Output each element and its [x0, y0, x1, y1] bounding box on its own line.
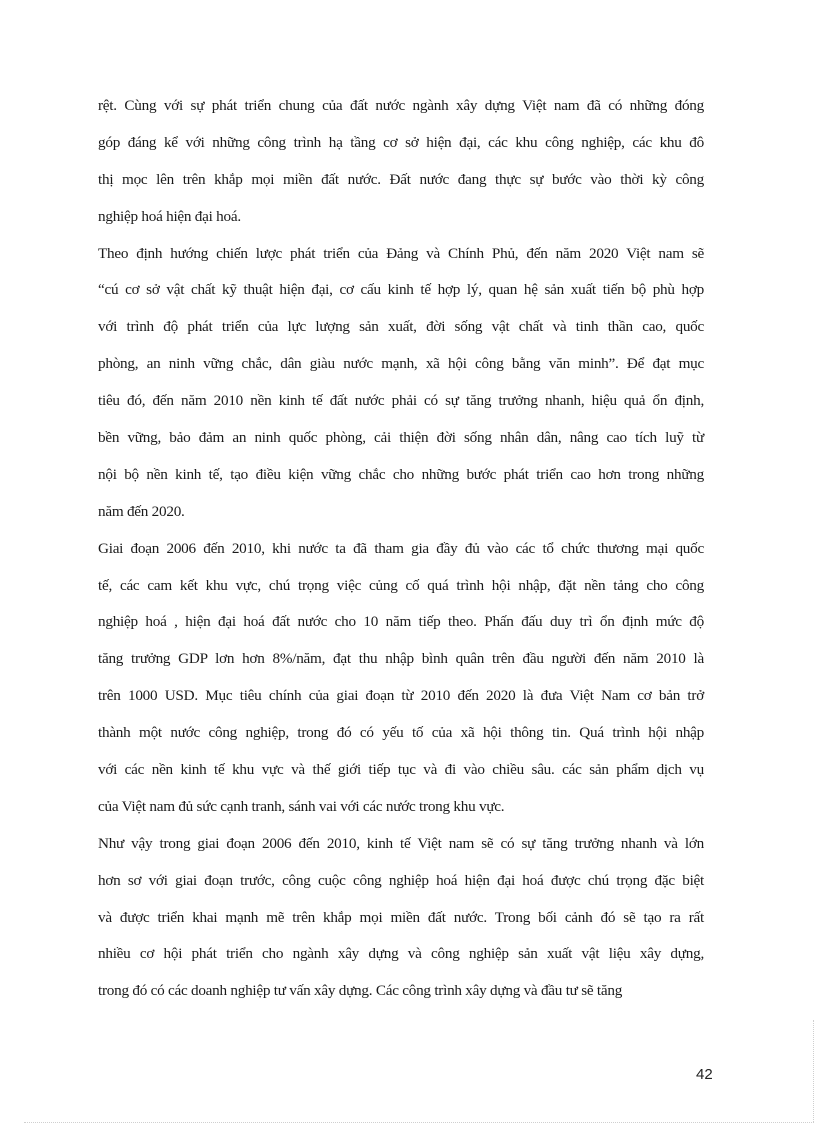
text-line: thành một nước công nghiệp, trong đó có yếu tố của xã hội thông tin. Quá trình hội nhập [98, 724, 704, 742]
text-line: với trình độ phát triển của lực lượng sản xuất, đời sống vật chất và tinh thần cao, quốc [98, 318, 704, 336]
text-line: tế, các cam kết khu vực, chú trọng việc củng cố quá trình hội nhập, đặt nền tảng cho công [98, 576, 704, 594]
text-line: hơn sơ với giai đoạn trước, công cuộc công nghiệp hoá hiện đại hoá được chú trọng đặc biệt [98, 871, 704, 889]
text-line: với các nền kinh tế khu vực và thế giới tiếp tục và đi vào chiều sâu. các sản phẩm dịch vụ [98, 761, 704, 779]
text-line: nhiều cơ hội phát triển cho ngành xây dựng và công nghiệp sản xuất vật liệu xây dựng, [98, 945, 704, 963]
page-number: 42 [696, 1066, 713, 1083]
text-line: năm đến 2020. [98, 502, 185, 520]
text-line: và được triển khai mạnh mẽ trên khắp mọi miền đất nước. Trong bối cảnh đó sẽ tạo ra rất [98, 908, 704, 926]
text-line: tăng trưởng GDP lơn hơn 8%/năm, đạt thu nhập bình quân trên đầu người đến năm 2010 là [98, 650, 704, 668]
text-line: góp đáng kể với những công trình hạ tầng cơ sở hiện đại, các khu công nghiệp, các khu đô [98, 133, 704, 151]
document-body [98, 93, 704, 1015]
text-line: tiêu đó, đến năm 2010 nền kinh tế đất nước phải có sự tăng trưởng nhanh, hiệu quả ổn định, [98, 392, 704, 410]
text-line: Như vậy trong giai đoạn 2006 đến 2010, kinh tế Việt nam sẽ có sự tăng trưởng nhanh và lớn [98, 834, 704, 852]
text-line: nghiệp hoá hiện đại hoá. [98, 207, 241, 225]
text-line: của Việt nam đủ sức cạnh tranh, sánh vai với các nước trong khu vực. [98, 797, 505, 815]
page-side-border [813, 1020, 814, 1122]
paragraph [98, 536, 704, 831]
text-line: nội bộ nền kinh tế, tạo điều kiện vững chắc cho những bước phát triển cao hơn trong những [98, 465, 704, 483]
paragraph [98, 241, 704, 536]
text-line: trên 1000 USD. Mục tiêu chính của giai đoạn từ 2010 đến 2020 là đưa Việt Nam cơ bản trở [98, 687, 704, 705]
text-line: thị mọc lên trên khắp mọi miền đất nước. Đất nước đang thực sự bước vào thời kỳ công [98, 170, 704, 188]
paragraph [98, 93, 704, 241]
text-line: bền vững, bảo đảm an ninh quốc phòng, cải thiện đời sống nhân dân, nâng cao tích luỹ từ [98, 429, 704, 447]
text-line: Theo định hướng chiến lược phát triển của Đảng và Chính Phủ, đến năm 2020 Việt nam sẽ [98, 244, 704, 262]
text-line: nghiệp hoá , hiện đại hoá đất nước cho 10 năm tiếp theo. Phấn đấu duy trì ổn định mức độ [98, 613, 704, 631]
text-line: phòng, an ninh vững chắc, dân giàu nước mạnh, xã hội công bằng văn minh”. Để đạt mục [98, 355, 704, 373]
text-line: Giai đoạn 2006 đến 2010, khi nước ta đã tham gia đầy đủ vào các tổ chức thương mại quốc [98, 539, 704, 557]
text-line: “cú cơ sở vật chất kỹ thuật hiện đại, cơ cấu kinh tế hợp lý, quan hệ sản xuất tiến bộ phù hợp [98, 281, 704, 299]
paragraph [98, 831, 704, 1015]
text-line: trong đó có các doanh nghiệp tư vấn xây dựng. Các công trình xây dựng và đầu tư sẽ tăng [98, 982, 623, 1000]
text-line: rệt. Cùng với sự phát triển chung của đất nước ngành xây dựng Việt nam đã có những đóng [98, 97, 704, 114]
